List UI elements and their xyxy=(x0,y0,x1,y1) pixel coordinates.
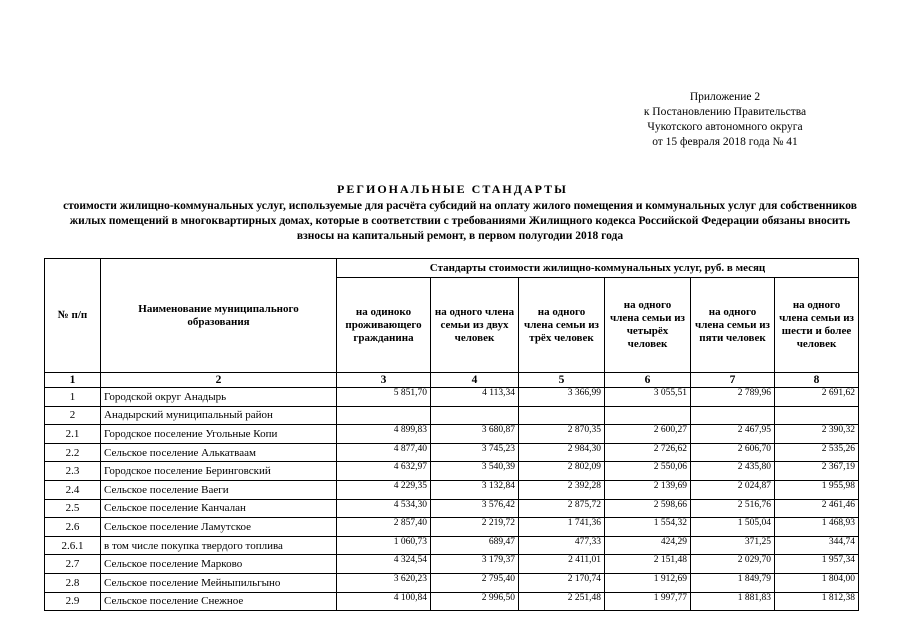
document-subtitle: стоимости жилищно-коммунальных услуг, используемые для расчёта субсидий на оплату жилого помещения и коммунальных услуг для собственников жилых помещений в многоквартирных домах, которые в соответствии с требованиями Жилищного кодекса Российской Федерации обязаны вносить взносы на капитальный ремонт, в первом полугодии 2018 года xyxy=(63,200,857,242)
standard-value: 5 851,70 xyxy=(337,388,431,407)
header-value-col-5: на одного члена семьи из трёх человек xyxy=(519,278,605,373)
column-number: 6 xyxy=(605,373,691,388)
standard-value: 1 060,73 xyxy=(337,536,431,555)
standard-value: 3 179,37 xyxy=(431,555,519,574)
municipality-name: Сельское поселение Мейныпильгыно xyxy=(101,573,337,592)
appendix-line: к Постановлению Правительства xyxy=(643,106,807,118)
document-title: РЕГИОНАЛЬНЫЕ СТАНДАРТЫ xyxy=(337,182,568,196)
standard-value: 1 468,93 xyxy=(775,518,859,537)
municipality-name: Сельское поселение Ваеги xyxy=(101,480,337,499)
standard-value: 1 505,04 xyxy=(691,518,775,537)
municipality-name: Сельское поселение Канчалан xyxy=(101,499,337,518)
row-number: 2.6 xyxy=(45,518,101,537)
column-number: 5 xyxy=(519,373,605,388)
standard-value: 2 390,32 xyxy=(775,425,859,444)
standard-value: 3 680,87 xyxy=(431,425,519,444)
standard-value: 2 516,76 xyxy=(691,499,775,518)
standard-value: 1 912,69 xyxy=(605,573,691,592)
table-row xyxy=(45,573,859,592)
row-number: 2.8 xyxy=(45,573,101,592)
table-row xyxy=(45,462,859,481)
standard-value: 2 535,26 xyxy=(775,443,859,462)
standard-value: 4 534,30 xyxy=(337,499,431,518)
standard-value xyxy=(605,406,691,425)
table-row xyxy=(45,480,859,499)
standard-value: 3 540,39 xyxy=(431,462,519,481)
standard-value: 2 392,28 xyxy=(519,480,605,499)
standard-value: 3 055,51 xyxy=(605,388,691,407)
standard-value: 3 576,42 xyxy=(431,499,519,518)
header-value-col-4: на одного члена семьи из двух человек xyxy=(431,278,519,373)
header-value-col-3: на одиноко проживающего гражданина xyxy=(337,278,431,373)
standard-value: 4 899,83 xyxy=(337,425,431,444)
standard-value: 3 132,84 xyxy=(431,480,519,499)
standard-value: 4 100,84 xyxy=(337,592,431,611)
row-number: 2.7 xyxy=(45,555,101,574)
standard-value: 2 789,96 xyxy=(691,388,775,407)
standards-table xyxy=(44,258,859,611)
standard-value: 1 955,98 xyxy=(775,480,859,499)
table-row xyxy=(45,443,859,462)
standard-value: 344,74 xyxy=(775,536,859,555)
standard-value: 2 139,69 xyxy=(605,480,691,499)
row-number: 2.4 xyxy=(45,480,101,499)
standard-value: 689,47 xyxy=(431,536,519,555)
table-row xyxy=(45,388,859,407)
municipality-name: Городское поселение Угольные Копи xyxy=(101,425,337,444)
standard-value: 371,25 xyxy=(691,536,775,555)
standard-value: 2 857,40 xyxy=(337,518,431,537)
appendix-line: от 15 февраля 2018 года № 41 xyxy=(652,136,798,148)
column-number: 4 xyxy=(431,373,519,388)
table-row xyxy=(45,592,859,611)
standard-value: 477,33 xyxy=(519,536,605,555)
standard-value: 1 741,36 xyxy=(519,518,605,537)
standard-value: 2 598,66 xyxy=(605,499,691,518)
appendix-line: Чукотского автономного округа xyxy=(647,121,803,133)
standard-value: 1 804,00 xyxy=(775,573,859,592)
standard-value: 4 324,54 xyxy=(337,555,431,574)
header-municipality: Наименование муниципального образования xyxy=(101,259,337,373)
standard-value: 2 461,46 xyxy=(775,499,859,518)
table-row xyxy=(45,536,859,555)
standard-value: 2 726,62 xyxy=(605,443,691,462)
standard-value: 2 367,19 xyxy=(775,462,859,481)
municipality-name: Сельское поселение Снежное xyxy=(101,592,337,611)
municipality-name: Сельское поселение Марково xyxy=(101,555,337,574)
row-number: 2.5 xyxy=(45,499,101,518)
municipality-name: Сельское поселение Ламутское xyxy=(101,518,337,537)
municipality-name: в том числе покупка твердого топлива xyxy=(101,536,337,555)
standard-value: 3 620,23 xyxy=(337,573,431,592)
standard-value xyxy=(337,406,431,425)
standard-value: 2 411,01 xyxy=(519,555,605,574)
standard-value: 424,29 xyxy=(605,536,691,555)
header-value-col-6: на одного члена семьи из четырёх человек xyxy=(605,278,691,373)
row-number: 2.2 xyxy=(45,443,101,462)
standard-value: 2 600,27 xyxy=(605,425,691,444)
row-number: 2.9 xyxy=(45,592,101,611)
column-number: 1 xyxy=(45,373,101,388)
standard-value: 4 113,34 xyxy=(431,388,519,407)
standard-value: 2 550,06 xyxy=(605,462,691,481)
standard-value: 1 812,38 xyxy=(775,592,859,611)
row-number: 2.1 xyxy=(45,425,101,444)
table-row xyxy=(45,518,859,537)
municipality-name: Городской округ Анадырь xyxy=(101,388,337,407)
column-number: 8 xyxy=(775,373,859,388)
standard-value xyxy=(775,406,859,425)
table-row xyxy=(45,499,859,518)
standard-value: 2 996,50 xyxy=(431,592,519,611)
standard-value: 2 691,62 xyxy=(775,388,859,407)
standard-value: 2 029,70 xyxy=(691,555,775,574)
column-number: 7 xyxy=(691,373,775,388)
standard-value: 4 877,40 xyxy=(337,443,431,462)
standard-value: 1 849,79 xyxy=(691,573,775,592)
standard-value: 2 467,95 xyxy=(691,425,775,444)
standard-value xyxy=(431,406,519,425)
appendix-line: Приложение 2 xyxy=(689,91,761,103)
row-number: 2.3 xyxy=(45,462,101,481)
standard-value: 4 632,97 xyxy=(337,462,431,481)
municipality-name: Городское поселение Беринговский xyxy=(101,462,337,481)
header-number: № п/п xyxy=(45,259,101,373)
standard-value: 2 435,80 xyxy=(691,462,775,481)
standard-value: 2 802,09 xyxy=(519,462,605,481)
standard-value: 2 795,40 xyxy=(431,573,519,592)
standard-value: 1 554,32 xyxy=(605,518,691,537)
standard-value: 2 251,48 xyxy=(519,592,605,611)
appendix-block xyxy=(600,90,850,150)
standard-value: 2 870,35 xyxy=(519,425,605,444)
row-number: 2 xyxy=(45,406,101,425)
standard-value: 2 875,72 xyxy=(519,499,605,518)
standard-value: 1 957,34 xyxy=(775,555,859,574)
standard-value: 2 170,74 xyxy=(519,573,605,592)
column-number: 2 xyxy=(101,373,337,388)
standard-value: 4 229,35 xyxy=(337,480,431,499)
row-number: 1 xyxy=(45,388,101,407)
standard-value: 2 606,70 xyxy=(691,443,775,462)
table-row xyxy=(45,425,859,444)
header-standards-group: Стандарты стоимости жилищно-коммунальных услуг, руб. в месяц xyxy=(337,259,859,278)
standard-value: 1 997,77 xyxy=(605,592,691,611)
standard-value: 3 745,23 xyxy=(431,443,519,462)
standard-value xyxy=(691,406,775,425)
standard-value: 2 219,72 xyxy=(431,518,519,537)
standard-value: 2 024,87 xyxy=(691,480,775,499)
standard-value: 1 881,83 xyxy=(691,592,775,611)
standard-value: 3 366,99 xyxy=(519,388,605,407)
standard-value: 2 984,30 xyxy=(519,443,605,462)
column-number: 3 xyxy=(337,373,431,388)
standard-value xyxy=(519,406,605,425)
municipality-name: Анадырский муниципальный район xyxy=(101,406,337,425)
standard-value: 2 151,48 xyxy=(605,555,691,574)
header-value-col-7: на одного члена семьи из пяти человек xyxy=(691,278,775,373)
municipality-name: Сельское поселение Алькатваам xyxy=(101,443,337,462)
row-number: 2.6.1 xyxy=(45,536,101,555)
table-row xyxy=(45,406,859,425)
header-value-col-8: на одного члена семьи из шести и более человек xyxy=(775,278,859,373)
table-row xyxy=(45,555,859,574)
